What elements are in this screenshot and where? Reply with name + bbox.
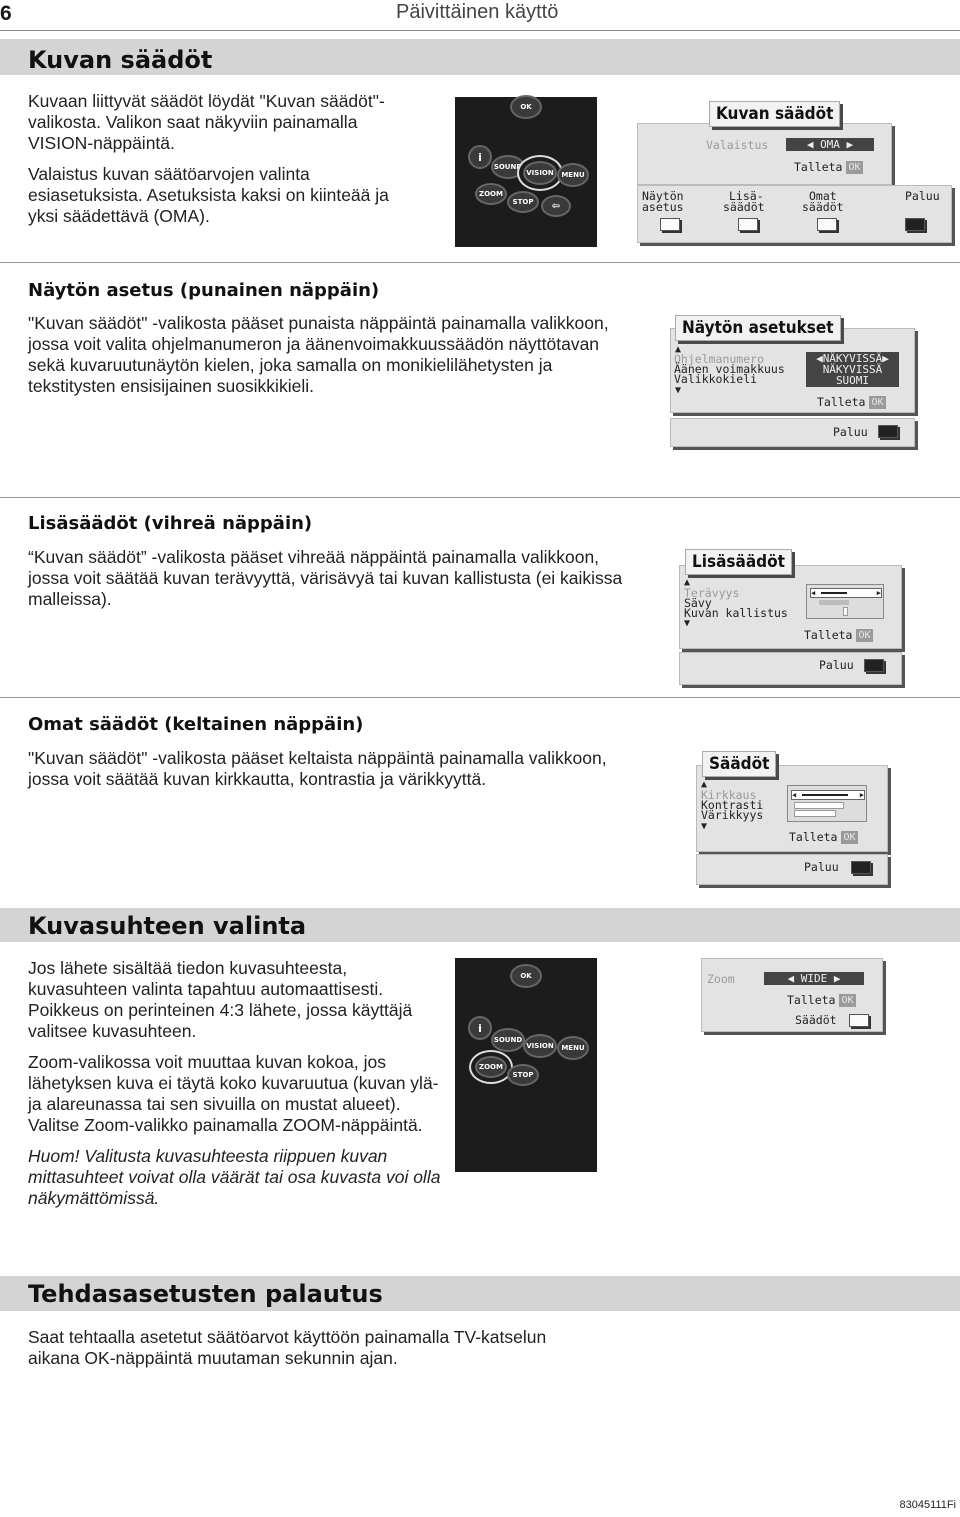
- key-icon: [849, 1014, 869, 1027]
- section-band-kuvasuhde: [0, 908, 960, 942]
- back-key-icon: [864, 659, 884, 672]
- osd-key1-l1: Näytön: [642, 189, 684, 203]
- vision-label: VISION: [526, 169, 554, 177]
- osd-talleta: [787, 994, 856, 1007]
- osd-row-3: Kuvan kallistus: [684, 606, 788, 620]
- remote-control-image: [455, 958, 597, 1172]
- osd-panel: [637, 123, 892, 185]
- yellow-key-icon: [817, 218, 837, 231]
- running-head: Päivittäinen käyttö: [396, 1, 559, 23]
- osd-ok-badge: OK: [871, 397, 884, 408]
- osd-value-1-text: NÄKYVISSÄ: [822, 352, 883, 365]
- back-key-icon: [851, 861, 871, 874]
- osd-talleta-label: Talleta: [794, 160, 843, 174]
- section-band-tehdas: [0, 1276, 960, 1311]
- osd-key3-l2: säädöt: [802, 200, 844, 214]
- osd-row-1: Terävyys: [684, 586, 740, 600]
- osd-talleta: [794, 161, 863, 174]
- osd-ok-badge: OK: [841, 995, 854, 1006]
- menu-label: MENU: [561, 1044, 585, 1052]
- osd-talleta: [804, 629, 873, 642]
- header-divider: [0, 30, 960, 31]
- section-divider: [0, 497, 960, 498]
- osd-talleta: [789, 831, 858, 844]
- sound-label: SOUND: [493, 1036, 523, 1044]
- osd-title: Kuvan säädöt: [709, 101, 840, 127]
- sharpness-slider: [810, 588, 882, 598]
- menu-button-image: [557, 163, 589, 187]
- vision-button-image: [523, 161, 557, 185]
- document-code: 83045111Fi: [899, 1499, 956, 1511]
- subsection-title: Näytön asetus (punainen näppäin): [28, 280, 380, 301]
- sound-button-image: [491, 1028, 525, 1052]
- hue-slider: [819, 600, 849, 605]
- slider-fill: [821, 592, 847, 594]
- section-divider: [0, 262, 960, 263]
- up-arrow-icon: ▲: [701, 779, 708, 790]
- osd-ok-badge: OK: [843, 832, 856, 843]
- osd-row-2: Äänen voimakkuus: [674, 362, 785, 376]
- osd-talleta: [817, 396, 886, 409]
- sound-label: SOUND: [493, 163, 523, 171]
- ok-label: OK: [520, 972, 532, 980]
- osd-values: [806, 352, 899, 387]
- intro-paragraph: Kuvaan liittyvät säädöt löydät "Kuvan säädöt"-valikosta. Valikon saat näkyviin painamalla VISION-näppäintä.: [28, 91, 385, 153]
- intro-text: [28, 91, 408, 227]
- down-arrow-icon: ▼: [701, 821, 708, 832]
- osd-paluu: Paluu: [819, 658, 854, 672]
- slider-right-arrow-icon: ▶: [876, 589, 881, 597]
- red-key-icon: [660, 218, 680, 231]
- nayton-asetus-text: "Kuvan säädöt" -valikosta pääset punaista näppäintä painamalla valikkoon, jossa voit valita ohjelmanumeron ja äänenvoimakkuussäädön näyttötavan sekä kuvaruutunäytön kielen, joka samalla on monikielilähetysten ja tekstitysten ensisijainen suosikkikieli.: [28, 313, 609, 396]
- ok-button-image: [510, 964, 542, 988]
- osd-key2-l2: säädöt: [723, 200, 765, 214]
- section-title: Kuvan säädöt: [28, 46, 213, 74]
- osd-talleta-label: Talleta: [804, 628, 853, 642]
- valaistus-paragraph: Valaistus kuvan säätöarvojen valinta esiasetuksista. Asetuksista kaksi on kiinteää ja yksi säädettävä (OMA).: [28, 164, 389, 226]
- stop-button-image: [507, 1064, 539, 1086]
- osd-saadot-label: Säädöt: [795, 1013, 837, 1027]
- osd-zoom-label: Zoom: [707, 972, 735, 986]
- osd-paluu: Paluu: [833, 425, 868, 439]
- osd-zoom-value: WIDE: [800, 972, 828, 985]
- note-label: Huom!: [28, 1146, 80, 1166]
- stop-label: STOP: [512, 1071, 534, 1079]
- vision-label: VISION: [526, 1042, 554, 1050]
- osd-value-1: ◀NÄKYVISSÄ▶: [816, 352, 889, 365]
- zoom-label: ZOOM: [479, 1063, 503, 1071]
- osd-talleta-label: Talleta: [817, 395, 866, 409]
- kuvasuhde-paragraph-1: Jos lähete sisältää tiedon kuvasuhteesta, kuvasuhteen valinta tapahtuu automaattisesti. Poikkeus on perinteinen 4:3 lähete, jossa käyttäjä valitsee kuvasuhteen.: [28, 958, 413, 1041]
- osd-paluu: Paluu: [804, 860, 839, 874]
- slider-right-arrow-icon: ▶: [859, 791, 864, 799]
- osd-row-3: Värikkyys: [701, 808, 764, 822]
- note-text: Valitusta kuvasuhteesta riippuen kuvan mittasuhteet voivat olla väärät tai osa kuvasta voi olla näkymättömissä.: [28, 1146, 441, 1208]
- subsection-title: Omat säädöt (keltainen näppäin): [28, 714, 364, 735]
- osd-title: Säädöt: [702, 751, 776, 777]
- vision-button-image: [523, 1034, 557, 1058]
- lisasaadot-text: “Kuvan säädöt” -valikosta pääset vihreää näppäintä painamalla valikkoon, jossa voit säätää kuvan terävyyttä, värisävyä tai kuvan kallistusta (ei kaikissa malleissa).: [28, 547, 623, 609]
- slider-fill: [802, 794, 848, 796]
- osd-row-1: Ohjelmanumero: [674, 352, 765, 366]
- osd-key4-l1: Paluu: [905, 189, 940, 203]
- kuvasuhde-paragraph-2: Zoom-valikossa voit muuttaa kuvan kokoa, jos lähetyksen kuva ei täytä koko kuvaruutua (kuvan ylä- ja alareunassa tai sen sivuilla on mustat alueet). Valitse Zoom-valikko painamalla ZOOM-näppäintä.: [28, 1052, 439, 1135]
- contrast-slider: [794, 802, 844, 809]
- menu-button-image: [557, 1036, 589, 1060]
- subsection-title: Lisäsäädöt (vihreä näppäin): [28, 513, 313, 534]
- info-icon: [468, 1016, 492, 1040]
- zoom-label: ZOOM: [479, 190, 503, 198]
- osd-title: Näytön asetukset: [675, 315, 841, 341]
- osd-ok-badge: OK: [848, 162, 861, 173]
- section-divider: [0, 697, 960, 698]
- up-arrow-icon: ▲: [684, 577, 691, 588]
- up-arrow-icon: ▲: [675, 344, 682, 355]
- osd-key1-l2: asetus: [642, 200, 684, 214]
- info-label: i: [478, 1021, 482, 1035]
- stop-button-image: [507, 191, 539, 213]
- osd-ok-badge: OK: [858, 630, 871, 641]
- back-arrow-icon: [541, 195, 571, 217]
- osd-talleta-label: Talleta: [787, 993, 836, 1007]
- osd-row-1: Kirkkaus: [701, 788, 757, 802]
- osd-valaistus-selector: ◀ OMA ▶: [786, 138, 874, 151]
- color-slider: [794, 810, 836, 817]
- back-key-icon: [905, 218, 925, 231]
- info-label: i: [478, 150, 482, 164]
- sound-button-image: [491, 155, 525, 179]
- omat-saadot-text: "Kuvan säädöt" -valikosta pääset keltaista näppäintä painamalla valikkoon, jossa voit säätää kuvan kirkkautta, kontrastia ja värikkyyttä.: [28, 748, 607, 789]
- page-number: 6: [0, 2, 12, 25]
- zoom-button-image: [475, 183, 507, 205]
- osd-sliders: [787, 785, 867, 822]
- stop-label: STOP: [512, 198, 534, 206]
- slider-left-arrow-icon: ◀: [792, 791, 797, 799]
- menu-label: MENU: [561, 171, 585, 179]
- osd-zoom-selector: ◀ WIDE ▶: [764, 972, 864, 985]
- down-arrow-icon: ▼: [684, 618, 691, 629]
- tehdas-text: Saat tehtaalla asetetut säätöarvot käyttöön painamalla TV-katselun aikana OK-näppäintä muutaman sekunnin ajan.: [28, 1327, 547, 1368]
- info-icon: [468, 145, 492, 169]
- slider-left-arrow-icon: ◀: [811, 589, 816, 597]
- zoom-button-image: [475, 1056, 507, 1078]
- back-key-icon: [878, 425, 898, 438]
- osd-row-2: Sävy: [684, 596, 712, 610]
- ok-button-image: [510, 95, 542, 119]
- section-band-kuvan-saadot: [0, 39, 960, 75]
- osd-value-2: NÄKYVISSÄ: [822, 363, 883, 376]
- osd-row-2: Kontrasti: [701, 798, 764, 812]
- back-label: ⇦: [551, 200, 561, 212]
- green-key-icon: [738, 218, 758, 231]
- brightness-slider: [791, 790, 865, 800]
- osd-title: Lisäsäädöt: [685, 549, 792, 575]
- osd-valaistus-label: Valaistus: [706, 138, 769, 152]
- osd-value-3: SUOMI: [835, 374, 870, 387]
- remote-control-image: [455, 97, 597, 247]
- section-title: Tehdasasetusten palautus: [28, 1280, 383, 1308]
- section-title: Kuvasuhteen valinta: [28, 912, 307, 940]
- osd-talleta-label: Talleta: [789, 830, 838, 844]
- osd-key3-l1: Omat: [809, 189, 837, 203]
- osd-sliders: [806, 584, 884, 619]
- ok-label: OK: [520, 103, 532, 111]
- tilt-slider: [843, 607, 848, 616]
- down-arrow-icon: ▼: [675, 385, 682, 396]
- osd-valaistus-value: OMA: [820, 138, 840, 151]
- osd-row-3: Valikkokieli: [674, 372, 758, 386]
- osd-key2-l1: Lisä-: [729, 189, 764, 203]
- kuvasuhde-text: [28, 958, 448, 1209]
- kuvasuhde-note: [28, 1146, 448, 1209]
